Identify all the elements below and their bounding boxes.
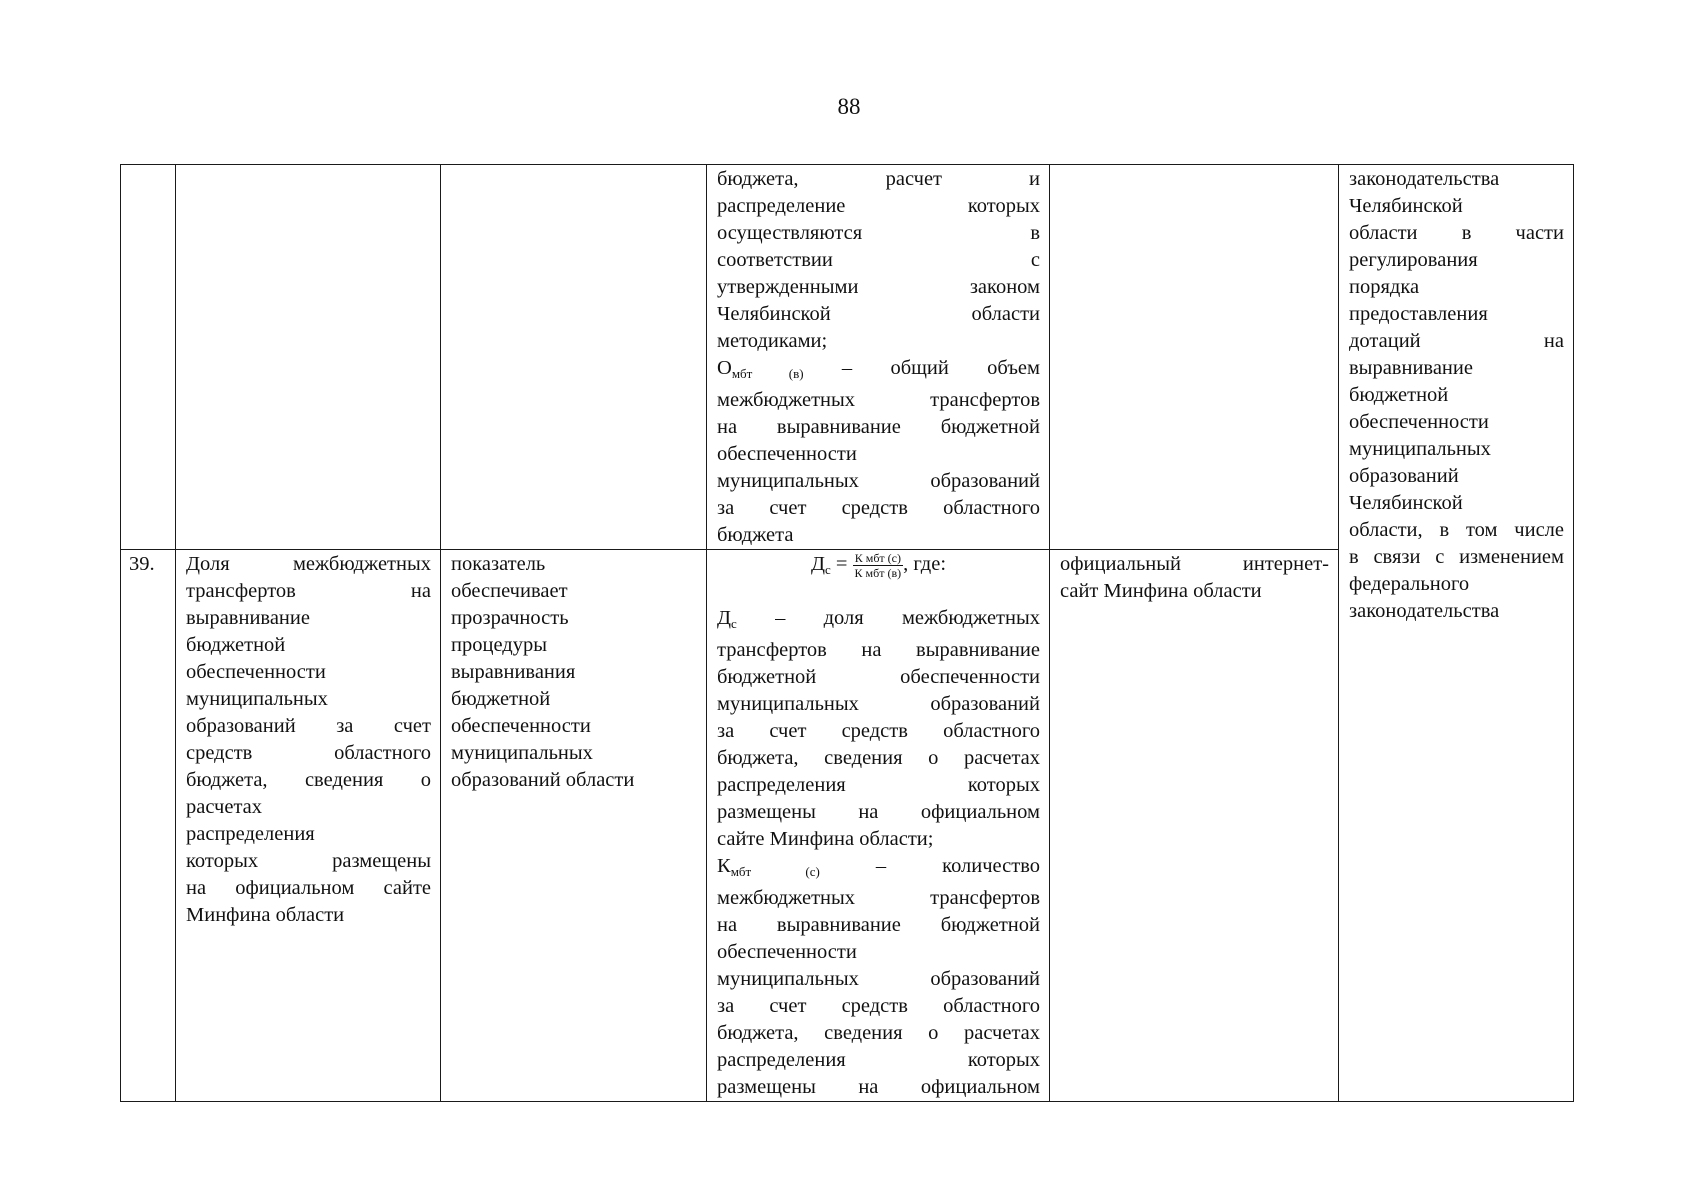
- description-line: муниципальных: [451, 742, 593, 764]
- calc-line: осуществляются в: [717, 222, 1040, 244]
- calc-line: размещены на официальном: [717, 801, 1040, 823]
- legislation-line: порядка: [1349, 276, 1420, 298]
- legislation-line: Челябинской: [1349, 492, 1463, 514]
- cell-number-empty: [121, 165, 176, 550]
- omb-subscript: мбт (в): [731, 366, 804, 381]
- cell-source-empty: [1050, 165, 1339, 550]
- calc-line: распределения которых: [717, 1049, 1040, 1071]
- legislation-line: муниципальных: [1349, 438, 1491, 460]
- legislation-line: законодательства: [1349, 600, 1500, 622]
- page-number: 88: [837, 94, 861, 119]
- indicator-line: бюджета, сведения о: [186, 769, 431, 791]
- table-row-continued: [121, 165, 1574, 550]
- calc-line: на выравнивание бюджетной: [717, 416, 1040, 438]
- calc-line: муниципальных образований: [717, 968, 1040, 990]
- legislation-line: Челябинской: [1349, 195, 1463, 217]
- indicator-line: средств областного: [186, 742, 431, 764]
- legislation-line: образований: [1349, 465, 1459, 487]
- dc-definition-first-line: [717, 605, 1040, 637]
- indicator-line: муниципальных: [186, 688, 328, 710]
- formula-fraction: [853, 551, 904, 580]
- legislation-line: области в части: [1349, 222, 1564, 244]
- legislation-line: в связи с изменением: [1349, 546, 1564, 568]
- cell-calculation: [707, 550, 1050, 1102]
- indicator-line: которых размещены: [186, 850, 431, 872]
- formula-equals: =: [835, 553, 848, 576]
- calc-line: размещены на официальном: [717, 1076, 1040, 1098]
- calc-line: за счет средств областного: [717, 995, 1040, 1017]
- calc-line: за счет средств областного: [717, 720, 1040, 742]
- formula-denominator: К мбт (в): [854, 566, 902, 580]
- formula-lhs-subscript: с: [824, 562, 831, 578]
- calc-line: распределения которых: [717, 774, 1040, 796]
- dc-subscript: с: [730, 616, 737, 631]
- formula-lhs: Д: [810, 553, 825, 576]
- indicator-line: бюджетной: [186, 634, 286, 656]
- indicator-line: расчетах: [186, 796, 263, 818]
- formula-numerator: К мбт (с): [853, 551, 904, 566]
- legislation-line: предоставления: [1349, 303, 1488, 325]
- dc-symbol: Д: [717, 607, 731, 629]
- calc-line: бюджета, сведения о расчетах: [717, 1022, 1040, 1044]
- description-line: обеспечивает: [451, 580, 568, 602]
- calc-line: Челябинской области: [717, 303, 1040, 325]
- omb-symbol: О: [717, 357, 732, 379]
- legislation-line: обеспеченности: [1349, 411, 1489, 433]
- description-line: показатель: [451, 553, 546, 575]
- legislation-line: регулирования: [1349, 249, 1478, 271]
- cell-indicator-empty: [176, 165, 441, 550]
- calc-line: бюджета, сведения о расчетах: [717, 747, 1040, 769]
- legislation-line: бюджетной: [1349, 384, 1449, 406]
- indicator-line: выравнивание: [186, 607, 310, 629]
- calc-line: бюджета, расчет и: [717, 168, 1040, 190]
- calc-line: обеспеченности: [717, 941, 857, 963]
- source-line: сайт Минфина области: [1060, 580, 1262, 602]
- cell-indicator: [176, 550, 441, 1102]
- description-line: образований области: [451, 769, 635, 791]
- indicator-line: Доля межбюджетных: [186, 553, 431, 575]
- omb-definition-start: – общий объем: [841, 357, 1041, 379]
- indicator-line: Минфина области: [186, 904, 345, 926]
- cell-legislation: [1339, 165, 1574, 1102]
- kmbt-subscript: мбт (с): [730, 864, 820, 879]
- calc-line: межбюджетных трансфертов: [717, 887, 1040, 909]
- indicators-table: [120, 164, 1574, 1102]
- calc-line: сайте Минфина области;: [717, 828, 934, 850]
- kmbt-definition-first-line: [717, 853, 1040, 885]
- cell-number: [121, 550, 176, 1102]
- legislation-line: области, в том числе: [1349, 519, 1564, 541]
- calc-line: бюджетной обеспеченности: [717, 666, 1040, 688]
- dc-definition-start: – доля межбюджетных: [775, 607, 1040, 629]
- indicator-line: образований за счет: [186, 715, 431, 737]
- calc-line: обеспеченности: [717, 443, 857, 465]
- calc-line: методиками;: [717, 330, 828, 352]
- description-line: прозрачность: [451, 607, 569, 629]
- calc-line: муниципальных образований: [717, 470, 1040, 492]
- calc-line: муниципальных образований: [717, 693, 1040, 715]
- cell-source: [1050, 550, 1339, 1102]
- formula-suffix: , где:: [903, 553, 947, 576]
- legislation-line: дотаций на: [1349, 330, 1564, 352]
- calc-line: на выравнивание бюджетной: [717, 914, 1040, 936]
- description-line: обеспеченности: [451, 715, 591, 737]
- legislation-line: выравнивание: [1349, 357, 1473, 379]
- kmbt-definition-start: – количество: [875, 855, 1041, 877]
- description-line: выравнивания: [451, 661, 576, 683]
- source-line: официальный интернет-: [1060, 553, 1329, 575]
- calc-line: бюджета: [717, 524, 794, 546]
- calc-line: за счет средств областного: [717, 497, 1040, 519]
- row-number: 39.: [129, 553, 155, 575]
- cell-calculation-continued: [707, 165, 1050, 550]
- description-line: бюджетной: [451, 688, 551, 710]
- kmbt-symbol: К: [717, 855, 731, 877]
- indicator-line: обеспеченности: [186, 661, 326, 683]
- indicator-line: трансфертов на: [186, 580, 431, 602]
- formula: [717, 551, 1040, 605]
- legislation-line: федерального: [1349, 573, 1470, 595]
- legislation-line: законодательства: [1349, 168, 1500, 190]
- calc-line: соответствии с: [717, 249, 1040, 271]
- description-line: процедуры: [451, 634, 547, 656]
- calc-line: трансфертов на выравнивание: [717, 639, 1040, 661]
- cell-description-empty: [441, 165, 707, 550]
- indicator-line: на официальном сайте: [186, 877, 431, 899]
- calc-line: утвержденными законом: [717, 276, 1040, 298]
- calc-line: распределение которых: [717, 195, 1040, 217]
- calc-line: межбюджетных трансфертов: [717, 389, 1040, 411]
- cell-description: [441, 550, 707, 1102]
- omb-definition-first-line: [717, 355, 1040, 387]
- indicator-line: распределения: [186, 823, 315, 845]
